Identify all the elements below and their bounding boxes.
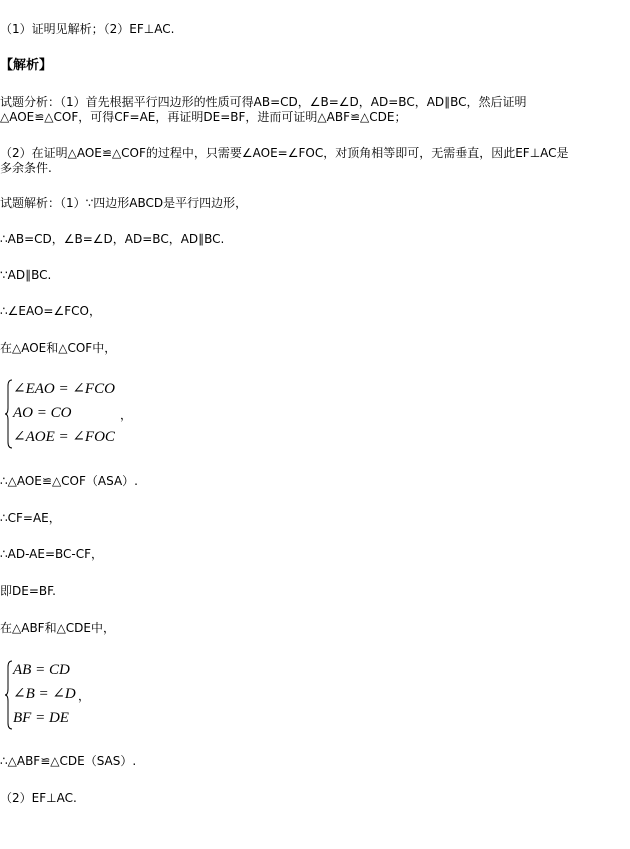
system2-row-1: AB = CD [13, 662, 70, 678]
solution-line-7: ∴CF=AE， [0, 511, 61, 525]
analysis-p1-line1: 试题分析：（1）首先根据平行四边形的性质可得AB=CD，∠B=∠D，AD=BC，AD∥BC，然后证明 [0, 95, 527, 109]
system1-tail: ， [120, 408, 133, 422]
solution-line-2: ∴AB=CD，∠B=∠D，AD=BC，AD∥BC. [0, 232, 225, 246]
solution-line-11: ∴△ABF≌△CDE（SAS）. [0, 754, 137, 768]
solution-line-6: ∴△AOE≌△COF（ASA）. [0, 474, 138, 488]
solution-line-5: 在△AOE和△COF中， [0, 341, 117, 355]
system2-tail: ， [78, 689, 91, 703]
system1-row-2: AO = CO [13, 405, 72, 421]
analysis-p1-line2: △AOE≌△COF，可得CF=AE，再证明DE=BF，进而可证明△ABF≌△CDE； [0, 110, 407, 124]
section-label: 【解析】 [0, 58, 53, 73]
solution-line-10: 在△ABF和△CDE中， [0, 621, 116, 635]
solution-line-12: （2）EF⊥AC. [0, 791, 77, 805]
system2-row-3: BF = DE [13, 710, 69, 726]
solution-line-9: 即DE=BF. [0, 584, 56, 598]
solution-line-3: ∵AD∥BC. [0, 268, 52, 282]
solution-line-4: ∴∠EAO=∠FCO， [0, 304, 101, 318]
system2-row-2: ∠B = ∠D [13, 686, 76, 702]
solution-line-8: ∴AD-AE=BC-CF， [0, 547, 104, 561]
system1-row-1: ∠EAO = ∠FCO [13, 381, 115, 397]
analysis-p2-line1: （2）在证明△AOE≌△COF的过程中，只需要∠AOE=∠FOC，对顶角相等即可，无需垂直，因此EF⊥AC是 [0, 146, 569, 160]
answer-line: （1）证明见解析；（2）EF⊥AC. [0, 22, 175, 36]
solution-line-1: 试题解析：（1）∵四边形ABCD是平行四边形， [0, 196, 248, 210]
system1-row-3: ∠AOE = ∠FOC [13, 429, 115, 445]
analysis-p2-line2: 多余条件. [0, 161, 52, 175]
